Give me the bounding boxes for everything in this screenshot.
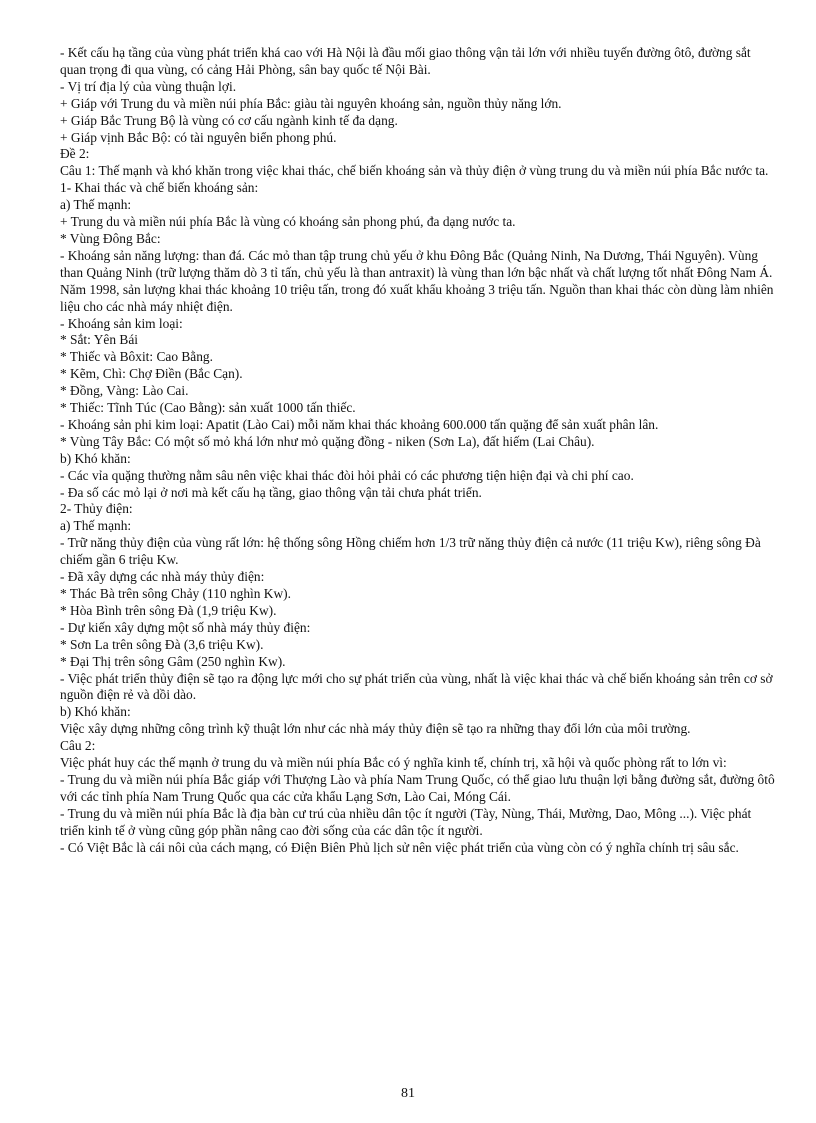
subsection-heading: 1- Khai thác và chế biến khoáng sản: <box>60 180 259 196</box>
list-item: * Thác Bà trên sông Chảy (110 nghìn Kw). <box>60 586 291 601</box>
document-body <box>60 45 778 857</box>
paragraph: - Trữ năng thủy điện của vùng rất lớn: hệ thống sông Hồng chiếm hơn 1/3 trữ năng thủy điện cả nước (11 triệu Kw), riêng sông Đà chiếm gần 6 triệu Kw. <box>60 535 761 568</box>
list-item: * Hòa Bình trên sông Đà (1,9 triệu Kw). <box>60 602 277 618</box>
paragraph: - Vị trí địa lý của vùng thuận lợi. <box>60 78 237 94</box>
paragraph: - Có Việt Bắc là cái nôi của cách mạng, có Điện Biên Phủ lịch sử nên việc phát triển của vùng còn có ý nghĩa chính trị sâu sắc. <box>60 839 739 855</box>
subsection-heading: 2- Thủy điện: <box>60 501 133 517</box>
list-item: * Sắt: Yên Bái <box>60 332 138 348</box>
paragraph: b) Khó khăn: <box>60 450 131 466</box>
paragraph: - Đa số các mỏ lại ở nơi mà kết cấu hạ tầng, giao thông vận tải chưa phát triển. <box>60 484 482 500</box>
paragraph: a) Thế mạnh: <box>60 197 132 213</box>
list-item: * Đại Thị trên sông Gâm (250 nghìn Kw). <box>60 653 286 669</box>
section-heading: Đề 2: <box>60 146 90 162</box>
paragraph: a) Thế mạnh: <box>60 518 132 534</box>
paragraph: - Dự kiến xây dựng một số nhà máy thủy điện: <box>60 619 311 635</box>
paragraph: - Kết cấu hạ tầng của vùng phát triển khá cao với Hà Nội là đầu mối giao thông vận tải lớn với nhiều tuyến đường ôtô, đường sắt quan trọng đi qua vùng, có cảng Hải Phòng, sân bay quốc tế Nội Bài. <box>60 45 751 77</box>
question-heading: Câu 2: <box>60 738 96 754</box>
paragraph: Việc xây dựng những công trình kỹ thuật lớn như các nhà máy thủy điện sẽ tạo ra những thay đổi lớn của môi trường. <box>60 721 691 737</box>
paragraph: - Khoáng sản năng lượng: than đá. Các mỏ than tập trung chủ yếu ở khu Đông Bắc (Quảng Ninh, Na Dương, Thái Nguyên). Vùng than Quảng Ninh (trữ lượng thăm dò 3 tỉ tấn, chủ yếu là than antraxit) là vùng than lớn bậc nhất và chất lượng tốt nhất Đông Nam Á. Năm 1998, sản lượng khai thác khoảng 10 triệu tấn, trong đó xuất khẩu khoảng 3 triệu tấn. Nguồn than khai thác còn dùng làm nhiên liệu cho các nhà máy nhiệt điện. <box>60 247 774 314</box>
list-item: * Kẽm, Chì: Chợ Điền (Bắc Cạn). <box>60 366 243 382</box>
paragraph: + Trung du và miền núi phía Bắc là vùng có khoáng sản phong phú, đa dạng nước ta. <box>60 214 516 230</box>
paragraph: - Khoáng sản phi kim loại: Apatit (Lào Cai) mỗi năm khai thác khoảng 600.000 tấn quặng để sản xuất phân lân. <box>60 416 659 432</box>
paragraph: + Giáp vịnh Bắc Bộ: có tài nguyên biển phong phú. <box>60 129 337 145</box>
list-item: * Thiếc và Bôxit: Cao Bằng. <box>60 349 213 365</box>
paragraph: - Đã xây dựng các nhà máy thủy điện: <box>60 569 265 585</box>
list-item: * Đồng, Vàng: Lào Cai. <box>60 383 189 399</box>
paragraph: - Khoáng sản kim loại: <box>60 315 183 331</box>
paragraph: * Vùng Tây Bắc: Có một số mỏ khá lớn như mỏ quặng đồng - niken (Sơn La), đất hiếm (Lai Châu). <box>60 433 595 449</box>
paragraph: Việc phát huy các thế mạnh ở trung du và miền núi phía Bắc có ý nghĩa kinh tế, chính trị, xã hội và quốc phòng rất to lớn vì: <box>60 755 727 771</box>
paragraph: + Giáp Bắc Trung Bộ là vùng có cơ cấu ngành kinh tế đa dạng. <box>60 112 398 128</box>
list-item: * Thiếc: Tĩnh Túc (Cao Bằng): sản xuất 1000 tấn thiếc. <box>60 400 356 416</box>
list-item: * Sơn La trên sông Đà (3,6 triệu Kw). <box>60 636 264 652</box>
paragraph: * Vùng Đông Bắc: <box>60 230 161 246</box>
page-number: 81 <box>401 1086 415 1101</box>
paragraph: b) Khó khăn: <box>60 704 131 720</box>
paragraph: - Việc phát triển thủy điện sẽ tạo ra động lực mới cho sự phát triển của vùng, nhất là việc khai thác và chế biến khoáng sản trên cơ sở nguồn điện rẻ và dồi dào. <box>60 670 773 703</box>
paragraph: - Các vỉa quặng thường nằm sâu nên việc khai thác đòi hỏi phải có các phương tiện hiện đại và chi phí cao. <box>60 467 634 483</box>
paragraph: + Giáp với Trung du và miền núi phía Bắc: giàu tài nguyên khoáng sản, nguồn thủy năng lớn. <box>60 95 562 111</box>
question-heading: Câu 1: Thế mạnh và khó khăn trong việc khai thác, chế biến khoáng sản và thủy điện ở vùng trung du và miền núi phía Bắc nước ta. <box>60 163 769 179</box>
paragraph: - Trung du và miền núi phía Bắc là địa bàn cư trú của nhiều dân tộc ít người (Tày, Nùng, Thái, Mường, Dao, Mông ...). Việc phát triển kinh tế ở vùng cũng góp phần nâng cao đời sống của các dân tộc ít người. <box>60 805 752 838</box>
paragraph: - Trung du và miền núi phía Bắc giáp với Thượng Lào và phía Nam Trung Quốc, có thể giao lưu thuận lợi bằng đường sắt, đường ôtô với các tỉnh phía Nam Trung Quốc qua các cửa khẩu Lạng Sơn, Lào Cai, Móng Cái. <box>60 771 775 804</box>
